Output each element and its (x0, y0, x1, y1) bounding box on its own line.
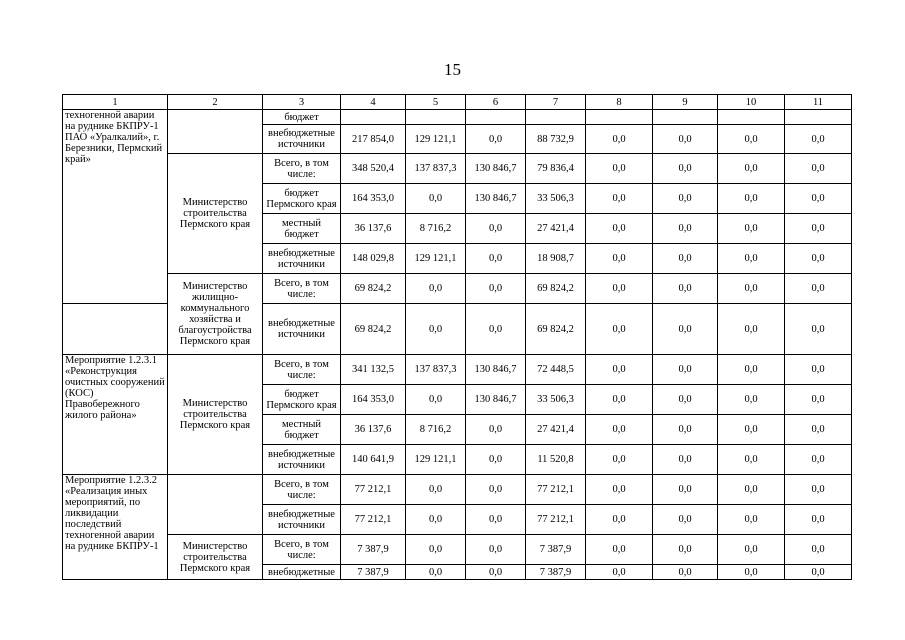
value-cell: 0,0 (718, 385, 785, 415)
value-cell: 77 212,1 (526, 505, 586, 535)
value-cell: 129 121,1 (406, 445, 466, 475)
source-cell: Всего, в том числе: (263, 355, 341, 385)
value-cell: 88 732,9 (526, 125, 586, 154)
value-cell: 0,0 (466, 274, 526, 304)
value-cell: 69 824,2 (341, 304, 406, 355)
value-cell: 69 824,2 (341, 274, 406, 304)
value-cell: 348 520,4 (341, 154, 406, 184)
value-cell: 0,0 (586, 304, 653, 355)
value-cell: 0,0 (785, 154, 852, 184)
value-cell: 69 824,2 (526, 274, 586, 304)
value-cell (718, 110, 785, 125)
source-cell: внебюджетные источники (263, 304, 341, 355)
value-cell: 130 846,7 (466, 154, 526, 184)
executor-cell: Министерство строительства Пермского края (168, 535, 263, 580)
value-cell: 0,0 (653, 274, 718, 304)
source-cell: местный бюджет (263, 214, 341, 244)
value-cell: 0,0 (586, 154, 653, 184)
value-cell: 0,0 (406, 385, 466, 415)
value-cell: 7 387,9 (341, 535, 406, 565)
value-cell: 0,0 (406, 565, 466, 580)
value-cell: 0,0 (653, 355, 718, 385)
value-cell: 0,0 (785, 565, 852, 580)
table-row (63, 154, 852, 184)
value-cell: 0,0 (718, 125, 785, 154)
value-cell: 0,0 (406, 535, 466, 565)
value-cell: 0,0 (466, 415, 526, 445)
value-cell (586, 110, 653, 125)
value-cell: 164 353,0 (341, 184, 406, 214)
value-cell: 0,0 (586, 184, 653, 214)
value-cell: 129 121,1 (406, 125, 466, 154)
value-cell: 129 121,1 (406, 244, 466, 274)
executor-cell: Министерство строительства Пермского края (168, 355, 263, 475)
value-cell: 0,0 (586, 125, 653, 154)
budget-table (62, 94, 852, 580)
value-cell: 0,0 (718, 214, 785, 244)
value-cell: 0,0 (586, 244, 653, 274)
value-cell: 0,0 (586, 475, 653, 505)
value-cell: 7 387,9 (526, 535, 586, 565)
header-cell: 2 (168, 95, 263, 110)
value-cell: 0,0 (718, 565, 785, 580)
source-cell: Всего, в том числе: (263, 154, 341, 184)
value-cell: 77 212,1 (341, 475, 406, 505)
value-cell: 0,0 (653, 304, 718, 355)
value-cell: 0,0 (586, 274, 653, 304)
executor-cell (168, 475, 263, 535)
value-cell: 0,0 (653, 214, 718, 244)
value-cell: 130 846,7 (466, 184, 526, 214)
value-cell: 0,0 (466, 214, 526, 244)
value-cell: 7 387,9 (341, 565, 406, 580)
value-cell: 0,0 (653, 125, 718, 154)
source-cell: внебюджетные источники (263, 125, 341, 154)
value-cell: 0,0 (785, 535, 852, 565)
value-cell: 0,0 (718, 475, 785, 505)
value-cell: 0,0 (406, 505, 466, 535)
value-cell: 0,0 (586, 355, 653, 385)
source-cell: бюджет (263, 110, 341, 125)
value-cell: 77 212,1 (526, 475, 586, 505)
value-cell: 0,0 (653, 415, 718, 445)
source-cell: внебюджетные источники (263, 445, 341, 475)
value-cell: 0,0 (718, 244, 785, 274)
value-cell: 341 132,5 (341, 355, 406, 385)
page-number: 15 (444, 60, 461, 79)
value-cell: 0,0 (466, 535, 526, 565)
executor-cell: Министерство жилищно-коммунального хозяйства и благоустройства Пермского края (168, 274, 263, 355)
value-cell: 0,0 (586, 415, 653, 445)
source-cell: Всего, в том числе: (263, 535, 341, 565)
value-cell: 33 506,3 (526, 184, 586, 214)
value-cell: 77 212,1 (341, 505, 406, 535)
value-cell: 0,0 (785, 385, 852, 415)
value-cell: 18 908,7 (526, 244, 586, 274)
value-cell (785, 110, 852, 125)
source-cell: местный бюджет (263, 415, 341, 445)
value-cell: 0,0 (466, 505, 526, 535)
value-cell: 0,0 (785, 355, 852, 385)
value-cell: 0,0 (653, 154, 718, 184)
source-cell: внебюджетные источники (263, 244, 341, 274)
header-cell: 10 (718, 95, 785, 110)
header-row (63, 95, 852, 110)
value-cell: 0,0 (718, 415, 785, 445)
value-cell: 11 520,8 (526, 445, 586, 475)
source-cell: внебюджетные (263, 565, 341, 580)
header-cell: 7 (526, 95, 586, 110)
value-cell: 0,0 (785, 244, 852, 274)
value-cell: 137 837,3 (406, 355, 466, 385)
value-cell: 0,0 (586, 505, 653, 535)
header-cell: 5 (406, 95, 466, 110)
value-cell: 0,0 (718, 535, 785, 565)
value-cell: 0,0 (785, 475, 852, 505)
source-cell: Всего, в том числе: (263, 274, 341, 304)
value-cell: 0,0 (785, 445, 852, 475)
value-cell: 164 353,0 (341, 385, 406, 415)
value-cell: 69 824,2 (526, 304, 586, 355)
value-cell: 72 448,5 (526, 355, 586, 385)
event-name-cell (63, 304, 168, 355)
event-name-cell: техногенной аварии на руднике БКПРУ-1 ПАО «Уралкалий», г. Березники, Пермский край» (63, 110, 168, 304)
value-cell: 0,0 (653, 505, 718, 535)
value-cell: 0,0 (586, 214, 653, 244)
value-cell: 0,0 (406, 304, 466, 355)
value-cell: 0,0 (785, 505, 852, 535)
value-cell: 36 137,6 (341, 214, 406, 244)
source-cell: Всего, в том числе: (263, 475, 341, 505)
value-cell: 0,0 (653, 385, 718, 415)
value-cell: 0,0 (653, 535, 718, 565)
value-cell: 0,0 (466, 475, 526, 505)
value-cell (526, 110, 586, 125)
value-cell: 0,0 (653, 445, 718, 475)
header-cell: 6 (466, 95, 526, 110)
value-cell: 0,0 (718, 505, 785, 535)
value-cell: 8 716,2 (406, 214, 466, 244)
value-cell (466, 110, 526, 125)
value-cell: 0,0 (586, 385, 653, 415)
source-cell: бюджет Пермского края (263, 184, 341, 214)
value-cell: 27 421,4 (526, 214, 586, 244)
value-cell: 0,0 (653, 244, 718, 274)
source-cell: внебюджетные источники (263, 505, 341, 535)
header-cell: 11 (785, 95, 852, 110)
value-cell: 217 854,0 (341, 125, 406, 154)
value-cell: 0,0 (785, 125, 852, 154)
value-cell: 0,0 (406, 184, 466, 214)
header-cell: 4 (341, 95, 406, 110)
table-row (63, 110, 852, 125)
value-cell: 27 421,4 (526, 415, 586, 445)
header-cell: 8 (586, 95, 653, 110)
source-cell: бюджет Пермского края (263, 385, 341, 415)
value-cell: 0,0 (785, 274, 852, 304)
value-cell: 0,0 (718, 304, 785, 355)
table-row (63, 535, 852, 565)
table-row (63, 355, 852, 385)
value-cell (406, 110, 466, 125)
executor-cell: Министерство строительства Пермского края (168, 154, 263, 274)
value-cell: 8 716,2 (406, 415, 466, 445)
value-cell: 0,0 (653, 475, 718, 505)
value-cell: 0,0 (718, 154, 785, 184)
table-row (63, 274, 852, 304)
value-cell: 0,0 (718, 445, 785, 475)
table-row (63, 475, 852, 505)
value-cell: 130 846,7 (466, 355, 526, 385)
event-name-cell: Мероприятие 1.2.3.2 «Реализация иных мероприятий, по ликвидации последствий техногенной аварии на руднике БКПРУ-1 (63, 475, 168, 580)
value-cell: 0,0 (406, 274, 466, 304)
value-cell: 0,0 (466, 125, 526, 154)
event-name-cell: Мероприятие 1.2.3.1 «Реконструкция очистных сооружений (КОС) Правобережного жилого района» (63, 355, 168, 475)
value-cell: 7 387,9 (526, 565, 586, 580)
value-cell (341, 110, 406, 125)
value-cell: 36 137,6 (341, 415, 406, 445)
value-cell: 0,0 (406, 475, 466, 505)
value-cell: 0,0 (586, 445, 653, 475)
value-cell: 0,0 (586, 535, 653, 565)
value-cell: 0,0 (785, 184, 852, 214)
value-cell: 0,0 (785, 304, 852, 355)
value-cell: 33 506,3 (526, 385, 586, 415)
value-cell: 0,0 (785, 214, 852, 244)
value-cell: 130 846,7 (466, 385, 526, 415)
value-cell: 148 029,8 (341, 244, 406, 274)
value-cell: 0,0 (586, 565, 653, 580)
value-cell: 0,0 (785, 415, 852, 445)
value-cell (653, 110, 718, 125)
header-cell: 9 (653, 95, 718, 110)
header-cell: 1 (63, 95, 168, 110)
value-cell: 140 641,9 (341, 445, 406, 475)
value-cell: 0,0 (653, 565, 718, 580)
value-cell: 0,0 (466, 304, 526, 355)
value-cell: 137 837,3 (406, 154, 466, 184)
executor-cell (168, 110, 263, 154)
value-cell: 0,0 (718, 184, 785, 214)
value-cell: 0,0 (466, 445, 526, 475)
header-cell: 3 (263, 95, 341, 110)
value-cell: 0,0 (718, 355, 785, 385)
value-cell: 0,0 (653, 184, 718, 214)
value-cell: 79 836,4 (526, 154, 586, 184)
value-cell: 0,0 (718, 274, 785, 304)
value-cell: 0,0 (466, 565, 526, 580)
value-cell: 0,0 (466, 244, 526, 274)
